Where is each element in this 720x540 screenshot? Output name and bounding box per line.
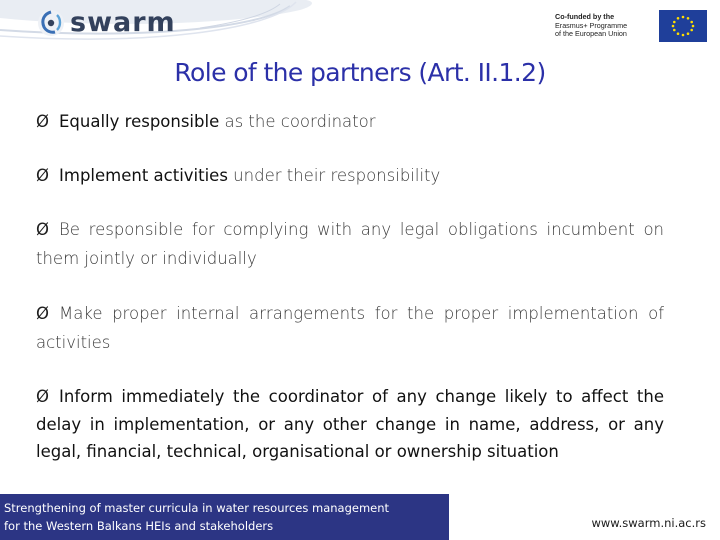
footer-line-2: for the Western Balkans HEIs and stakeholders [4, 519, 274, 533]
swarm-logo-text: swarm [70, 7, 176, 38]
arrow-bullet-icon: Ø [36, 387, 49, 406]
footer-project-banner [0, 494, 449, 540]
bullet-item-5-strong: Inform immediately the coordinator of any change likely to affect the delay in implementation, or any other change in name, address, or any legal, financial, technical, organisational or ownership situation [36, 387, 664, 461]
footer-website-link[interactable]: www.swarm.ni.ac.rs [591, 516, 706, 530]
bullet-item-1-text: as the coordinator [219, 112, 376, 131]
eu-line-3: of the European Union [555, 29, 627, 39]
bullet-item-2 [36, 161, 664, 190]
slide-title: Role of the partners (Art. II.1.2) [174, 58, 546, 87]
eu-funding-text [555, 13, 655, 39]
eu-flag-icon [659, 10, 707, 42]
bullet-item-5 [36, 383, 664, 466]
footer-line-1: Strengthening of master curricula in water resources management [4, 501, 390, 515]
bullet-item-1-strong: Equally responsible [59, 112, 220, 131]
eu-line-2: Erasmus+ Programme [555, 20, 628, 30]
bullet-item-2-strong: Implement activities [59, 166, 228, 185]
arrow-bullet-icon: Ø [36, 166, 49, 185]
arrow-bullet-icon: Ø [36, 220, 49, 239]
eu-line-1: Co-funded by the [555, 12, 615, 22]
bullet-item-3-text: Be responsible for complying with any legal obligations incumbent on them jointly or individually [36, 220, 664, 268]
arrow-bullet-icon: Ø [36, 304, 49, 323]
bullet-item-4 [36, 299, 664, 357]
arrow-bullet-icon: Ø [36, 112, 49, 131]
bullet-item-4-text: Make proper internal arrangements for the proper implementation of activities [36, 304, 664, 352]
bullet-item-3 [36, 215, 664, 273]
swarm-logo [36, 6, 176, 40]
bullet-item-2-text: under their responsibility [227, 166, 441, 185]
swarm-logo-icon [36, 8, 66, 38]
bullet-item-1 [36, 107, 664, 136]
eu-funding-badge [555, 10, 707, 42]
